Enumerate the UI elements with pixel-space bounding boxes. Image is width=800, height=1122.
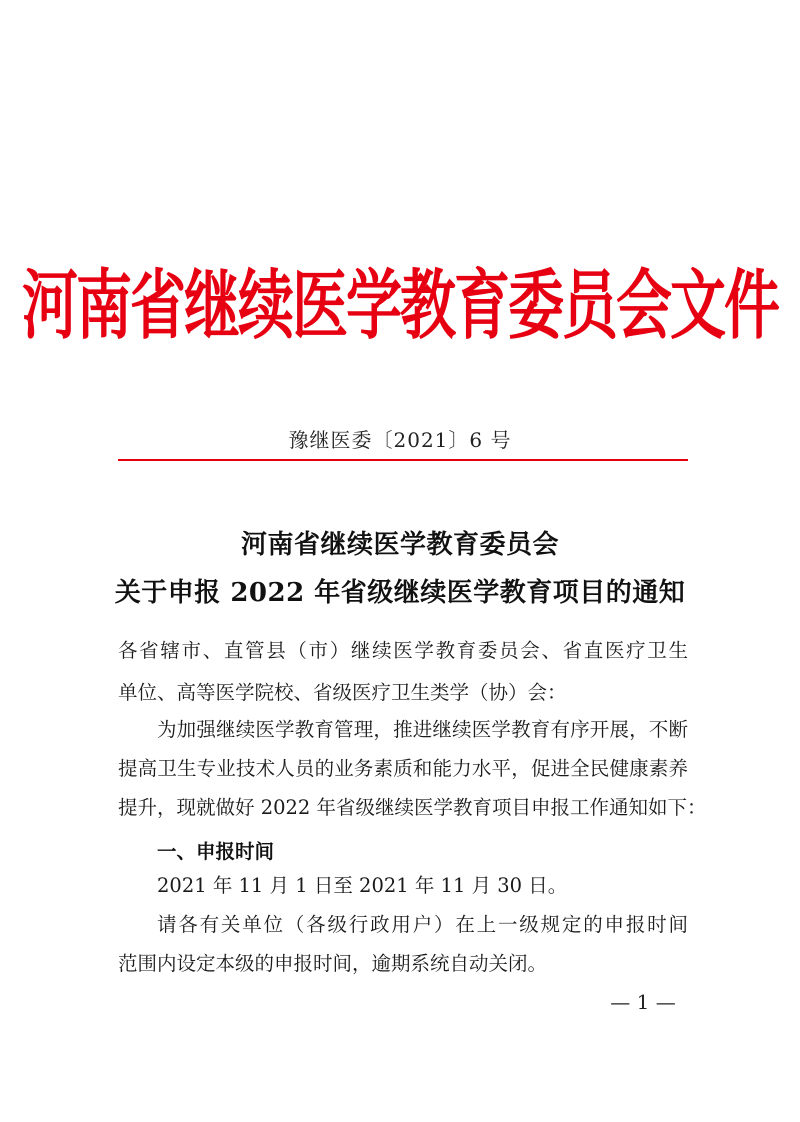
page-number: — 1 — [610, 990, 676, 1014]
intro-paragraph-line-1: 为加强继续医学教育管理，推进继续医学教育有序开展，不断 [157, 718, 688, 741]
section1-paragraph-line-2: 范围内设定本级的申报时间，逾期系统自动关闭。 [118, 952, 548, 975]
section-heading-application-time: 一、申报时间 [157, 840, 275, 863]
intro-paragraph-line-3: 提升，现就做好 2022 年省级继续医学教育项目申报工作通知如下： [118, 796, 707, 819]
red-divider-line [118, 459, 688, 461]
salutation-line-1: 各省辖市、直管县（市）继续医学教育委员会、省直医疗卫生 [118, 639, 688, 662]
application-period: 2021 年 11 月 1 日至 2021 年 11 月 30 日。 [157, 874, 568, 897]
notice-title-line-1: 河南省继续医学教育委员会 [240, 530, 559, 560]
salutation-line-2: 单位、高等医学院校、省级医疗卫生类学（协）会： [118, 681, 567, 704]
document-number: 豫继医委〔2021〕6 号 [288, 428, 512, 452]
document-header-title: 河南省继续医学教育委员会文件 [22, 261, 778, 351]
notice-title-line-2: 关于申报 2022 年省级继续医学教育项目的通知 [114, 578, 686, 608]
section1-paragraph-line-1: 请各有关单位（各级行政用户）在上一级规定的申报时间 [157, 913, 688, 936]
intro-paragraph-line-2: 提高卫生专业技术人员的业务素质和能力水平，促进全民健康素养 [118, 757, 688, 780]
